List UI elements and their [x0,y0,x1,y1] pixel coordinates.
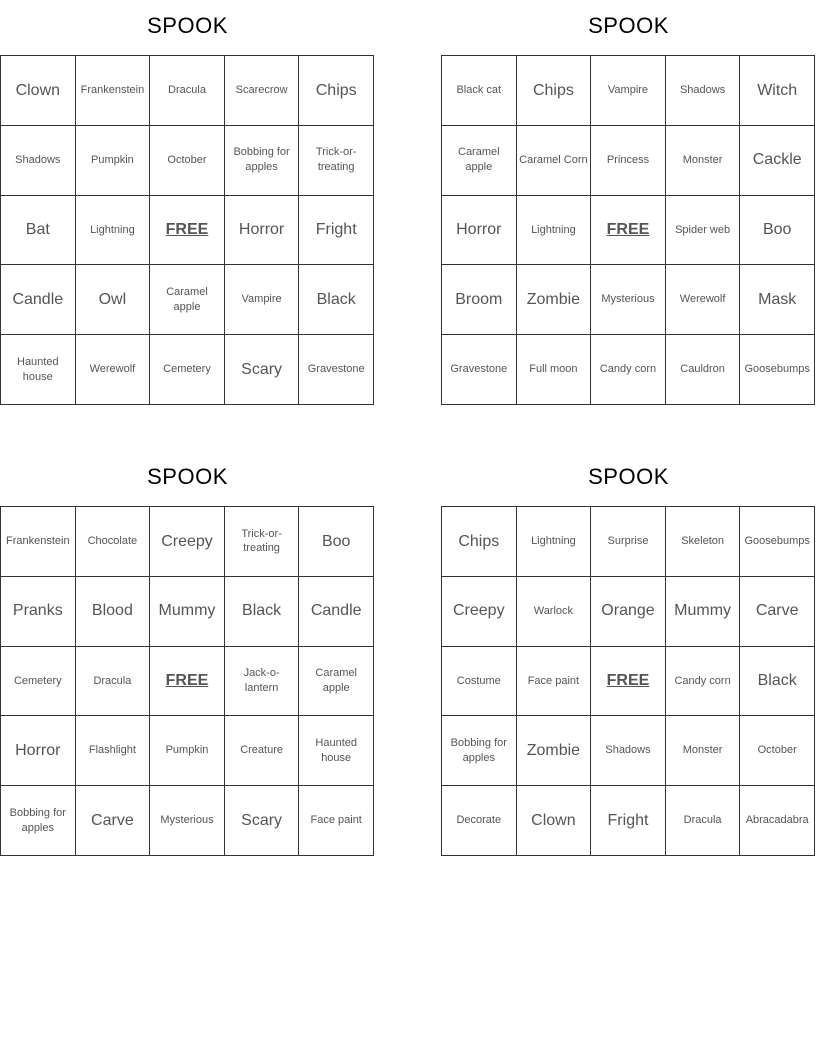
bingo-cell: Candle [299,577,374,647]
bingo-cell: Lightning [76,196,151,266]
bingo-cell: Clown [517,786,592,856]
bingo-cell: Werewolf [666,265,741,335]
bingo-cell: October [740,716,815,786]
bingo-cell: Candy corn [666,647,741,717]
bingo-cell: Caramel Corn [517,126,592,196]
bingo-cell: Black [299,265,374,335]
free-space: FREE [591,196,666,266]
bingo-cell: Bobbing for apples [442,716,517,786]
bingo-cell: Goosebumps [740,507,815,577]
bingo-cell: Chips [442,507,517,577]
bingo-cell: Mysterious [150,786,225,856]
bingo-cell: Jack-o-lantern [225,647,300,717]
bingo-cell: Clown [1,56,76,126]
bingo-cell: Fright [591,786,666,856]
bingo-cell: Chocolate [76,507,151,577]
bingo-cell: Zombie [517,716,592,786]
bingo-cell: Blood [76,577,151,647]
bingo-cell: Cemetery [150,335,225,405]
bingo-grid [0,55,374,405]
bingo-cell: Monster [666,716,741,786]
bingo-cell: October [150,126,225,196]
bingo-cell: Horror [442,196,517,266]
bingo-cell: Bobbing for apples [1,786,76,856]
bingo-cell: Shadows [1,126,76,196]
bingo-cell: Mask [740,265,815,335]
free-space: FREE [150,647,225,717]
bingo-cell: Bat [1,196,76,266]
bingo-cell: Werewolf [76,335,151,405]
bingo-cell: Black [225,577,300,647]
bingo-cell: Pumpkin [76,126,151,196]
bingo-cell: Caramel apple [442,126,517,196]
bingo-cell: Haunted house [299,716,374,786]
bingo-cell: Face paint [517,647,592,717]
bingo-cell: Mummy [666,577,741,647]
bingo-cell: Princess [591,126,666,196]
bingo-card-1 [0,0,375,383]
bingo-cell: Decorate [442,786,517,856]
bingo-cell: Costume [442,647,517,717]
bingo-cell: Black cat [442,56,517,126]
bingo-cell: Black [740,647,815,717]
bingo-cell: Cemetery [1,647,76,717]
bingo-card-4 [441,451,816,829]
bingo-cell: Mysterious [591,265,666,335]
bingo-cell: Candle [1,265,76,335]
bingo-cell: Candy corn [591,335,666,405]
bingo-cell: Orange [591,577,666,647]
bingo-cell: Face paint [299,786,374,856]
bingo-cell: Cauldron [666,335,741,405]
card-title: SPOOK [147,464,228,489]
bingo-cell: Broom [442,265,517,335]
bingo-cell: Gravestone [299,335,374,405]
bingo-cell: Spider web [666,196,741,266]
bingo-card-3 [0,451,375,834]
bingo-cell: Frankenstein [76,56,151,126]
bingo-grid [441,506,815,856]
bingo-cell: Caramel apple [150,265,225,335]
bingo-cell: Creepy [150,507,225,577]
bingo-cell: Full moon [517,335,592,405]
bingo-cell: Gravestone [442,335,517,405]
bingo-cell: Dracula [150,56,225,126]
bingo-cell: Goosebumps [740,335,815,405]
bingo-cell: Frankenstein [1,507,76,577]
bingo-cell: Horror [225,196,300,266]
card-title: SPOOK [588,13,669,38]
bingo-cell: Pumpkin [150,716,225,786]
bingo-cell: Chips [517,56,592,126]
bingo-cell: Scary [225,786,300,856]
bingo-cell: Carve [740,577,815,647]
bingo-grid [441,55,815,405]
bingo-cell: Owl [76,265,151,335]
bingo-cell: Pranks [1,577,76,647]
bingo-cell: Cackle [740,126,815,196]
bingo-cell: Haunted house [1,335,76,405]
bingo-cell: Zombie [517,265,592,335]
bingo-cell: Vampire [225,265,300,335]
bingo-cell: Surprise [591,507,666,577]
bingo-cell: Dracula [76,647,151,717]
bingo-cell: Trick-or-treating [299,126,374,196]
bingo-cell: Trick-or-treating [225,507,300,577]
card-title: SPOOK [588,464,669,489]
bingo-cell: Boo [299,507,374,577]
bingo-cell: Carve [76,786,151,856]
bingo-cell: Bobbing for apples [225,126,300,196]
card-title: SPOOK [147,13,228,38]
bingo-cell: Fright [299,196,374,266]
bingo-cell: Creature [225,716,300,786]
bingo-cell: Dracula [666,786,741,856]
bingo-cell: Caramel apple [299,647,374,717]
bingo-cell: Scarecrow [225,56,300,126]
free-space: FREE [591,647,666,717]
bingo-cell: Creepy [442,577,517,647]
bingo-cell: Skeleton [666,507,741,577]
bingo-cell: Lightning [517,196,592,266]
free-space: FREE [150,196,225,266]
bingo-cell: Flashlight [76,716,151,786]
bingo-grid [0,506,374,856]
bingo-cell: Scary [225,335,300,405]
bingo-cell: Vampire [591,56,666,126]
bingo-cell: Boo [740,196,815,266]
bingo-cell: Shadows [591,716,666,786]
bingo-cell: Horror [1,716,76,786]
bingo-cell: Monster [666,126,741,196]
bingo-cell: Shadows [666,56,741,126]
bingo-cell: Lightning [517,507,592,577]
bingo-cell: Chips [299,56,374,126]
bingo-cell: Mummy [150,577,225,647]
bingo-cell: Witch [740,56,815,126]
bingo-cell: Warlock [517,577,592,647]
bingo-cell: Abracadabra [740,786,815,856]
bingo-card-2 [441,0,816,376]
